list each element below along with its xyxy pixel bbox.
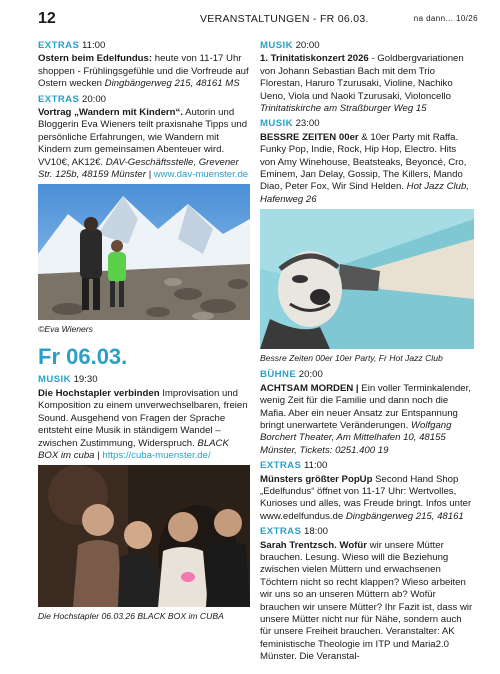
- event-title: Die Hochstapler verbinden: [38, 387, 160, 399]
- category-tag: EXTRAS: [38, 93, 80, 105]
- event-text: wir unsere Mütter brauchen. Lesung. Wieso will die Beziehung zwischen vielen Müttern und erwachsenen Töchtern nicht so recht klappen? Wieso arbeiten wir uns so an unseren Müttern ab? Wofür brauchen wir unsere Mütter? Ihr Fazit ist, dass wir unsere Mütter nicht nur für Nähe, sondern auch für unsere Freiheit brauchen. Veranstalter: AK feministische Theologie im ITP und Maria2.0 Münster. Die Veranstal-: [260, 539, 473, 663]
- event-title: 1. Trinitatiskonzert 2026: [260, 53, 369, 65]
- dav-link[interactable]: www.dav-muenster.de: [153, 169, 249, 181]
- event-venue: Dingbängerweg 215, 48161: [345, 510, 464, 522]
- category-tag: EXTRAS: [260, 460, 302, 472]
- event-venue: DAV-Geschäftsstelle, Grevener Str. 125b, 48159 Münster |: [38, 156, 239, 181]
- event-achtsam-morden: [260, 369, 474, 457]
- event-text: Second Hand Shop „Edelfundus“ öffnet von 11-17 Uhr: Wertvolles, Kurioses und alles, was Freude bringt. Infos unter www.edelfundus.de: [260, 473, 472, 522]
- event-sarah-trentzsch: [260, 526, 474, 663]
- event-title: BESSRE ZEITEN 00er: [260, 131, 359, 143]
- event-ostern-edelfundus: [38, 40, 250, 91]
- event-text: - Goldbergvariationen von Johann Sebastian Bach mit dem Trio Florestan, Haruro Tzurusaki, Violine, Nachiko Ueno, Viola und Naoki Tzurusaki, Violoncello: [260, 53, 464, 102]
- event-vortrag-wandern: [38, 94, 250, 182]
- event-time: 20:00: [298, 369, 323, 381]
- event-title: Ostern beim Edelfundus:: [38, 53, 153, 65]
- page-header: [38, 10, 478, 32]
- category-tag: BÜHNE: [260, 369, 297, 381]
- issue-label: na dann... 10/26: [413, 14, 478, 23]
- event-time: 19:30: [73, 374, 98, 386]
- category-tag: MUSIK: [260, 40, 293, 51]
- category-tag: MUSIK: [260, 118, 293, 130]
- page-number: 12: [38, 10, 56, 27]
- cuba-link[interactable]: https://cuba-muenster.de/: [102, 449, 211, 461]
- event-bessre-zeiten: [260, 118, 474, 206]
- event-hochstapler: [38, 374, 250, 462]
- event-title: Münsters größter PopUp: [260, 473, 373, 485]
- event-title: Vortrag „Wandern mit Kindern“.: [38, 107, 183, 119]
- event-text: Ein voller Terminkalender, wenig Zeit für die Familie und dann noch die Mafia. Aber ein neuer Ansatz zur Entspannung bringt unerwartete Veränderungen.: [260, 382, 471, 431]
- separator: |: [94, 449, 103, 461]
- photo-caption: Die Hochstapler 06.03.26 BLACK BOX im CUBA: [38, 611, 224, 622]
- band-photo: [38, 465, 250, 607]
- event-time: 20:00: [82, 93, 107, 105]
- event-venue: Wolfgang Borchert Theater, Am Mittelhafen 10, 48155 Münster, Tickets: 0251.400 19: [260, 419, 452, 456]
- event-time: 11:00: [82, 40, 106, 51]
- event-popup-edelfundus: [260, 460, 474, 523]
- day-heading: Fr 06.03.: [38, 344, 128, 370]
- event-venue: Hot Jazz Club, Hafenweg 26: [260, 181, 470, 205]
- event-trinitatiskonzert: [260, 40, 474, 115]
- running-title: VERANSTALTUNGEN - FR 06.03.: [200, 13, 369, 25]
- left-column: [38, 40, 250, 621]
- category-tag: EXTRAS: [260, 526, 302, 538]
- event-text: & 10er Party mit Raffa. Funky Pop, Indie, Rock, Hip Hop, Electro. Hits von Amy Winehouse, Beatsteaks, Beyoncé, Cro, Eminem, Jan Delay, Gossip, The Killers, Mando Diao, Peter Fox, Wir Sind Helden.: [260, 131, 467, 193]
- party-illustration: [260, 209, 474, 349]
- event-text: Improvisation und Komposition zu einem unverwechselbaren, freien Sound. Ausgehend von Fragen der Sprache entsteht eine Musik in ständigem Wandel – zwischen Zustimmung, Widerspruch.: [38, 387, 248, 449]
- event-venue: BLACK BOX im cuba: [38, 437, 229, 461]
- category-tag: MUSIK: [38, 374, 71, 386]
- event-venue: Dingbängerweg 215, 48161 MS: [104, 78, 240, 90]
- event-text: Autorin und Bloggerin Eva Wieners teilt praxisnahe Tipps und persönliche Erfahrungen, wie Wandern mit Kindern zum gemeinsamen Abenteuer wird. VV10€, AK12€.: [38, 107, 248, 168]
- event-venue: Trinitatiskirche am Straßburger Weg 15: [260, 103, 427, 115]
- photo-caption: Bessre Zeiten 00er 10er Party, Fr Hot Jazz Club: [260, 353, 443, 364]
- event-title: ACHTSAM MORDEN |: [260, 382, 359, 394]
- event-title: Sarah Trentzsch. Wofür: [260, 539, 367, 551]
- event-time: 18:00: [304, 526, 329, 538]
- event-time: 20:00: [295, 40, 320, 51]
- photo-caption: ©Eva Wieners: [38, 324, 93, 335]
- event-text: heute von 11-17 Uhr shoppen - Frühlingsgefühle und die Vorfreude auf Ostern wecken: [38, 53, 249, 90]
- event-time: 11:00: [304, 460, 328, 472]
- mountain-hikers-photo: [38, 184, 250, 320]
- event-time: 23:00: [295, 118, 320, 130]
- category-tag: EXTRAS: [38, 40, 80, 51]
- right-column: [260, 40, 474, 667]
